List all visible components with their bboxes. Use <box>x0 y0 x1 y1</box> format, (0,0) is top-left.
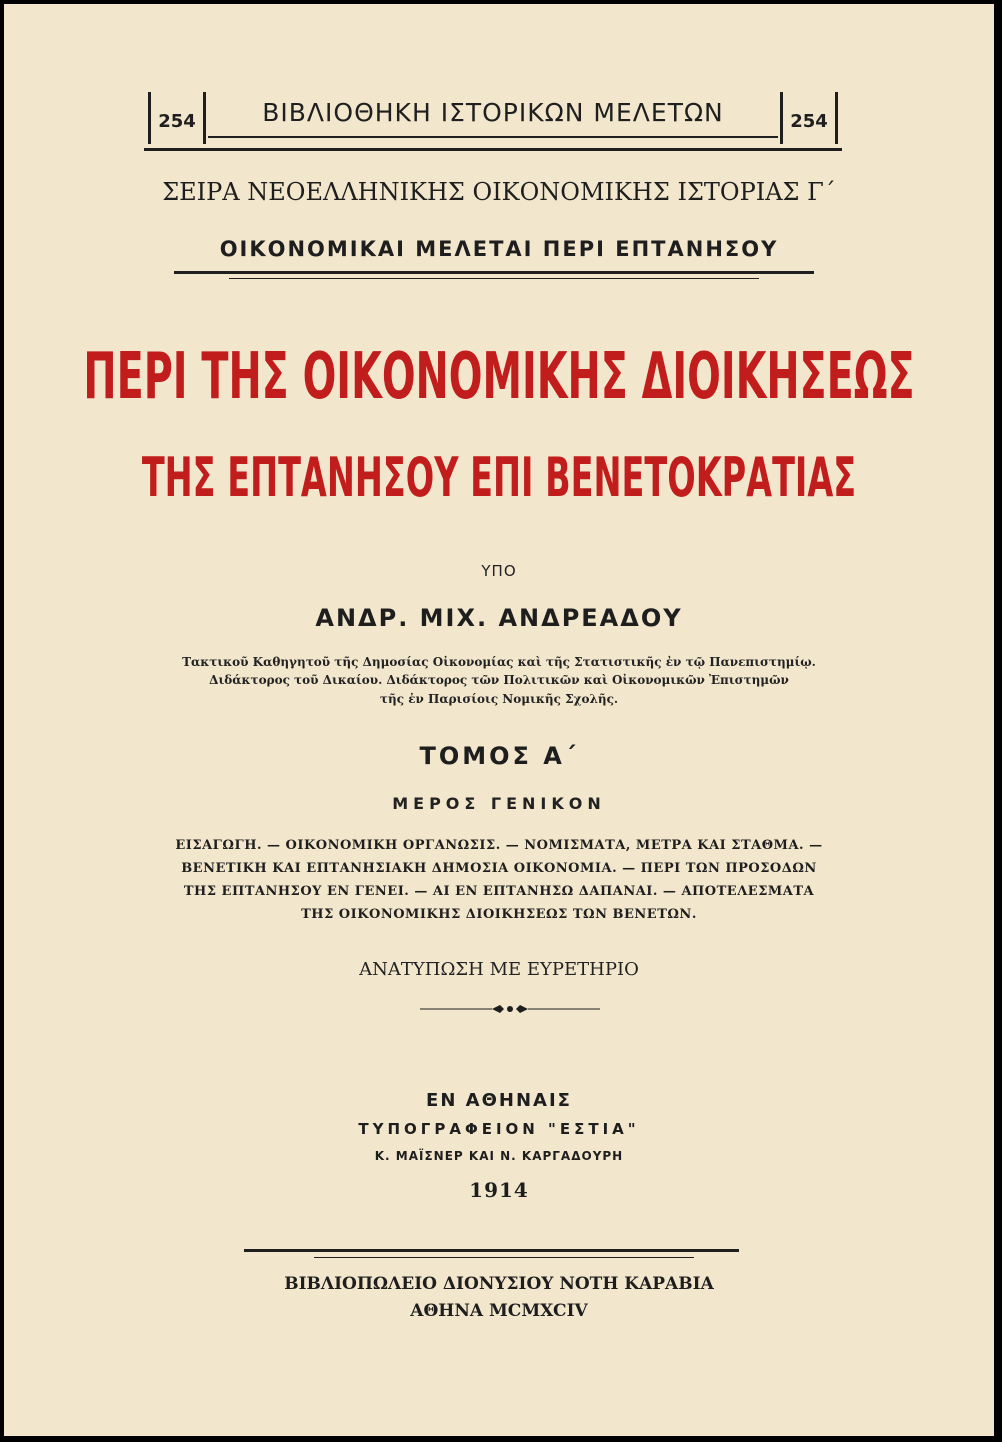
book-title-page <box>4 4 994 1436</box>
imprint-printer: ΤΥΠΟΓΡΑΦΕΙΟΝ "ΕΣΤΙΑ" <box>358 1120 640 1138</box>
imprint-year: 1914 <box>469 1178 529 1202</box>
author-credential-line: τῆς ἐν Παρισίοις Νομικῆς Σχολῆς. <box>379 692 619 706</box>
publisher-place-year: ΑΘΗΝΑ MCMXCIV <box>410 1301 588 1321</box>
series-title-underline <box>208 136 778 138</box>
collection-rule-bottom <box>229 278 759 279</box>
contents-line: ΒΕΝΕΤΙΚΗ ΚΑΙ ΕΠΤΑΝΗΣΙΑΚΗ ΔΗΜΟΣΙΑ ΟΙΚΟΝΟΜΙΑ. — ΠΕΡΙ ΤΩΝ ΠΡΟΣΟΔΩΝ <box>181 861 817 876</box>
main-title-line-2: ΤΗΣ ΕΠΤΑΝΗΣΟΥ ΕΠΙ ΒΕΝΕΤΟΚΡΑΤΙΑΣ <box>141 446 857 509</box>
series-bottom-rule <box>144 148 842 151</box>
series-header <box>144 92 842 154</box>
contents-line: ΤΗΣ ΟΙΚΟΝΟΜΙΚΗΣ ΔΙΟΙΚΗΣΕΩΣ ΤΩΝ ΒΕΝΕΤΩΝ. <box>301 907 697 922</box>
volume-label: ΤΟΜΟΣ Α΄ <box>419 742 579 770</box>
author-credential-line: Διδάκτορος τοῦ Δικαίου. Διδάκτορος τῶν Πολιτικῶν καὶ Οἰκονομικῶν Ἐπιστημῶν <box>209 673 789 687</box>
imprint-owners: Κ. ΜΑΪΣΝΕΡ ΚΑΙ Ν. ΚΑΡΓΑΔΟΥΡΗ <box>374 1149 624 1163</box>
subseries-line: ΣΕΙΡΑ ΝΕΟΕΛΛΗΝΙΚΗΣ ΟΙΚΟΝΟΜΙΚΗΣ ΙΣΤΟΡΙΑΣ Γ΄ <box>162 178 836 206</box>
by-label: ΥΠΟ <box>481 562 517 580</box>
collection-rule-top <box>174 271 814 274</box>
ornament-divider-icon <box>420 1003 600 1015</box>
series-number-left: 254 <box>148 92 206 144</box>
series-title: ΒΙΒΛΙΟΘΗΚΗ ΙΣΤΟΡΙΚΩΝ ΜΕΛΕΤΩΝ <box>262 98 724 127</box>
reprint-note: ΑΝΑΤΥΠΩΣΗ ΜΕ ΕΥΡΕΤΗΡΙΟ <box>359 959 639 980</box>
author-credential-line: Τακτικοῦ Καθηγητοῦ τῆς Δημοσίας Οἰκονομίας καὶ τῆς Στατιστικῆς ἐν τῷ Πανεπιστημίῳ. <box>182 655 816 669</box>
series-number-right: 254 <box>780 92 838 144</box>
contents-line: ΕΙΣΑΓΩΓΗ. — ΟΙΚΟΝΟΜΙΚΗ ΟΡΓΑΝΩΣΙΣ. — ΝΟΜΙΣΜΑΤΑ, ΜΕΤΡΑ ΚΑΙ ΣΤΑΘΜΑ. — <box>175 838 823 853</box>
part-label: ΜΕΡΟΣ ΓΕΝΙΚΟΝ <box>392 794 606 813</box>
publisher-rule-top <box>244 1249 739 1252</box>
author-name: ΑΝΔΡ. ΜΙΧ. ΑΝΔΡΕΑΔΟΥ <box>315 604 683 632</box>
publisher-name: ΒΙΒΛΙΟΠΩΛΕΙΟ ΔΙΟΝΥΣΙΟΥ ΝΟΤΗ ΚΑΡΑΒΙΑ <box>284 1274 714 1294</box>
main-title-line-1: ΠΕΡΙ ΤΗΣ ΟΙΚΟΝΟΜΙΚΗΣ ΔΙΟΙΚΗΣΕΩΣ <box>83 340 915 414</box>
contents-line: ΤΗΣ ΕΠΤΑΝΗΣΟΥ ΕΝ ΓΕΝΕΙ. — ΑΙ ΕΝ ΕΠΤΑΝΗΣΩ ΔΑΠΑΝΑΙ. — ΑΠΟΤΕΛΕΣΜΑΤΑ <box>183 884 815 899</box>
imprint-place: ΕΝ ΑΘΗΝΑΙΣ <box>426 1090 572 1111</box>
publisher-rule-bottom <box>314 1257 694 1258</box>
collection-line: ΟΙΚΟΝΟΜΙΚΑΙ ΜΕΛΕΤΑΙ ΠΕΡΙ ΕΠΤΑΝΗΣΟΥ <box>219 237 779 261</box>
